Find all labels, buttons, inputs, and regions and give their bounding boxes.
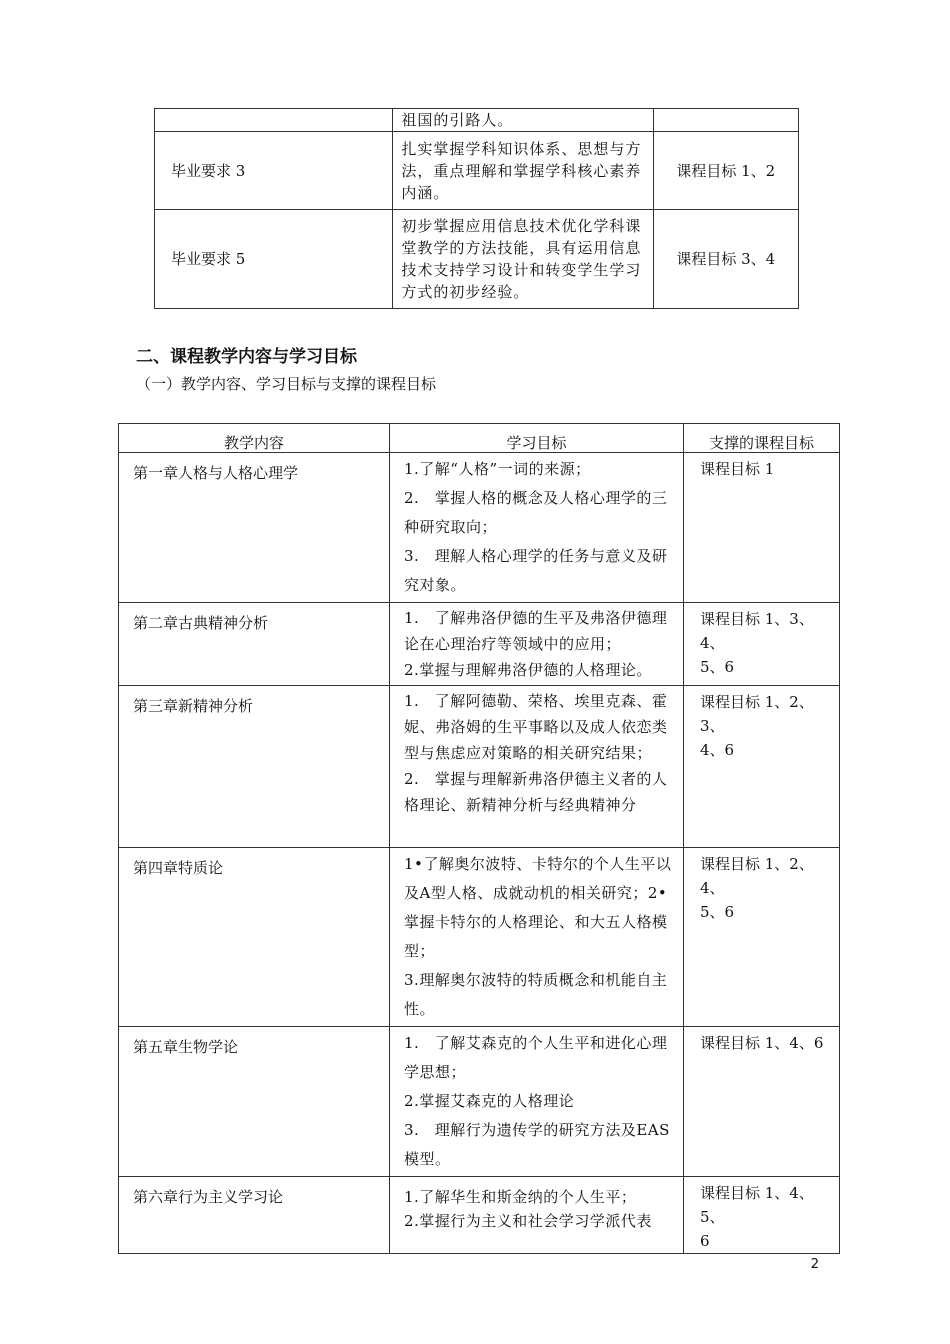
objective-item: 2. 掌握人格的概念及人格心理学的三种研究取向； [404, 489, 668, 536]
objective-item: 3. 理解行为遗传学的研究方法及EAS模型。 [404, 1121, 670, 1168]
objectives-cell [390, 1177, 684, 1254]
requirement-cell: 毕业要求 5 [155, 210, 393, 309]
chapter-cell: 第二章古典精神分析 [119, 603, 390, 686]
support-line: 课程目标 1、2、 [700, 693, 814, 711]
chapter-cell: 第五章生物学论 [119, 1027, 390, 1177]
chapter-cell: 第三章新精神分析 [119, 686, 390, 848]
support-line: 4、 [700, 879, 725, 897]
subsection-title: （一）教学内容、学习目标与支撑的课程目标 [136, 375, 437, 393]
objective-item: 3. 理解人格心理学的任务与意义及研究对象。 [404, 547, 668, 594]
support-cell [684, 603, 840, 686]
table-row [155, 132, 799, 210]
objectives-cell [390, 848, 684, 1027]
support-line: 4、6 [700, 741, 735, 759]
support-cell [684, 1177, 840, 1254]
support-line: 课程目标 1 [700, 460, 775, 478]
table-row [119, 453, 840, 603]
requirement-cell [155, 109, 393, 132]
objective-item: 1. 了解艾森克的个人生平和进化心理学思想； [404, 1034, 668, 1081]
table-row [155, 210, 799, 309]
objective-item: 1. 了解阿德勒、荣格、埃里克森、霍妮、弗洛姆的生平事略以及成人依恋类型与焦虑应对策略的相关研究结果； [404, 692, 668, 762]
support-cell [684, 848, 840, 1027]
course-goal-cell: 课程目标 3、4 [653, 210, 798, 309]
requirement-content-cell: 初步掌握应用信息技术优化学科课堂教学的方法技能，具有运用信息技术支持学习设计和转变学生学习方式的初步经验。 [393, 210, 653, 309]
chapter-cell: 第四章特质论 [119, 848, 390, 1027]
table-row [119, 603, 840, 686]
objective-item: 3.理解奥尔波特的特质概念和机能自主性。 [404, 971, 668, 1018]
table-row [119, 686, 840, 848]
support-line: 5、6 [700, 658, 735, 676]
objectives-cell [390, 603, 684, 686]
support-line: 5、6 [700, 903, 735, 921]
support-line: 3、 [700, 717, 725, 735]
objective-item: 1•了解奥尔波特、卡特尔的个人生平以及A型人格、成就动机的相关研究；2•掌握卡特尔的人格理论、和大五人格模型； [404, 855, 672, 960]
objective-item: 2.掌握艾森克的人格理论 [404, 1092, 575, 1110]
objective-item: 2.掌握行为主义和社会学习学派代表 [404, 1212, 652, 1230]
table-row [119, 1027, 840, 1177]
chapter-cell: 第一章人格与人格心理学 [119, 453, 390, 603]
chapter-cell: 第六章行为主义学习论 [119, 1177, 390, 1254]
header-learning-objectives: 学习目标 [390, 424, 684, 453]
graduation-requirements-table [154, 108, 799, 309]
section-title: 二、课程教学内容与学习目标 [136, 347, 357, 367]
objectives-cell [390, 453, 684, 603]
objectives-cell [390, 686, 684, 848]
course-goal-cell [653, 109, 798, 132]
support-line: 课程目标 1、3、 [700, 610, 814, 628]
course-goal-cell: 课程目标 1、2 [653, 132, 798, 210]
support-line: 5、 [700, 1208, 725, 1226]
table-row [155, 109, 799, 132]
requirement-cell: 毕业要求 3 [155, 132, 393, 210]
support-line: 4、 [700, 634, 725, 652]
objective-item: 2. 掌握与理解新弗洛伊德主义者的人格理论、新精神分析与经典精神分 [404, 770, 668, 814]
objective-item: 1.了解华生和斯金纳的个人生平； [404, 1188, 637, 1206]
support-line: 6 [700, 1232, 710, 1250]
header-teaching-content: 教学内容 [119, 424, 390, 453]
teaching-content-table [118, 423, 840, 1254]
requirement-content-cell: 扎实掌握学科知识体系、思想与方法，重点理解和掌握学科核心素养内涵。 [393, 132, 653, 210]
support-line: 课程目标 1、2、 [700, 855, 814, 873]
support-cell [684, 453, 840, 603]
support-line: 课程目标 1、4、6 [700, 1034, 824, 1052]
objective-item: 2.掌握与理解弗洛伊德的人格理论。 [404, 661, 652, 679]
page-number: 2 [810, 1257, 819, 1272]
objectives-cell [390, 1027, 684, 1177]
support-line: 课程目标 1、4、 [700, 1184, 814, 1202]
table-row [119, 848, 840, 1027]
header-supported-goals: 支撑的课程目标 [684, 424, 840, 453]
objective-item: 1.了解“人格”一词的来源； [404, 460, 591, 478]
support-cell [684, 686, 840, 848]
table-header-row [119, 424, 840, 453]
requirement-content-cell: 祖国的引路人。 [393, 109, 653, 132]
support-cell [684, 1027, 840, 1177]
table-row [119, 1177, 840, 1254]
objective-item: 1. 了解弗洛伊德的生平及弗洛伊德理论在心理治疗等领域中的应用； [404, 609, 668, 653]
